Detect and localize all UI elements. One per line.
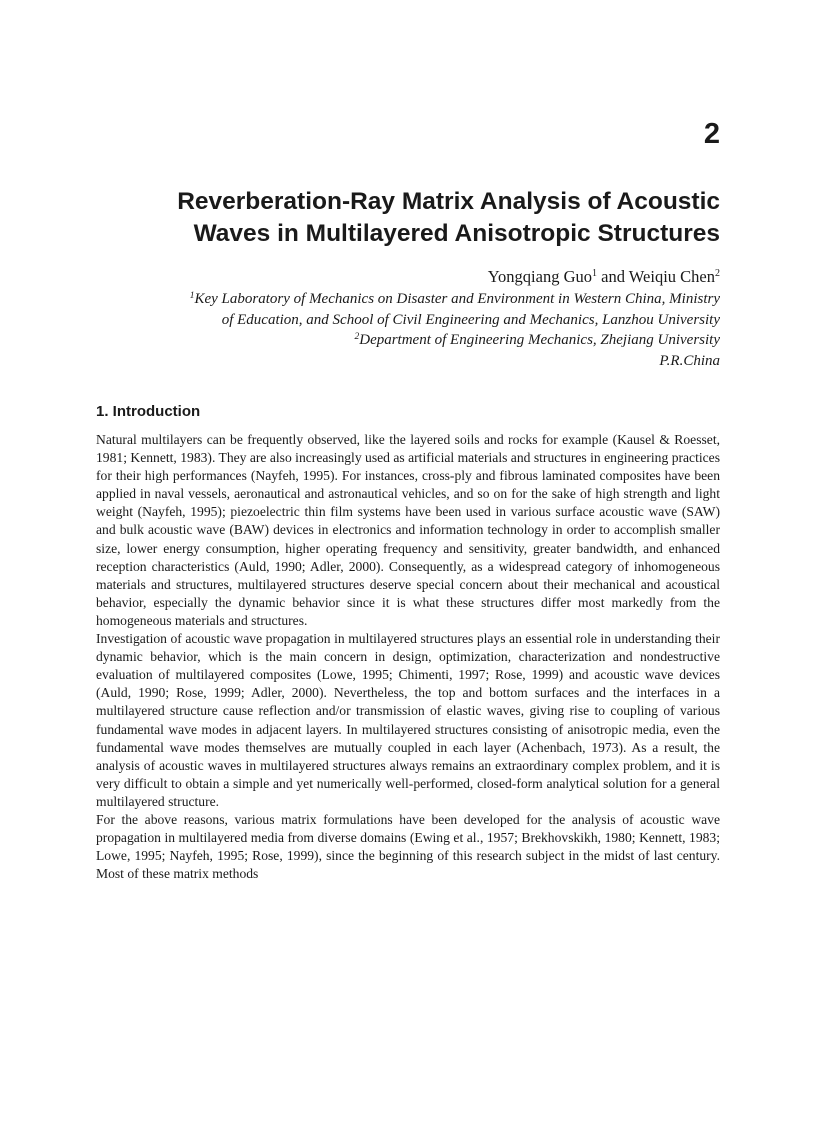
affiliations <box>80 289 720 371</box>
affiliation-country: P.R.China <box>659 352 720 369</box>
affiliation-1-mark: 1 <box>189 291 195 301</box>
affiliation-2-line <box>80 330 720 351</box>
chapter-number: 2 <box>703 118 720 150</box>
affiliation-1-line-1 <box>80 289 720 310</box>
author-line <box>488 266 720 288</box>
affiliation-1-text-1: Key Laboratory of Mechanics on Disaster and Environment in Western China, Ministry <box>194 291 720 307</box>
affiliation-1-line-2: of Education, and School of Civil Engineering and Mechanics, Lanzhou University <box>221 311 720 328</box>
author-connector: and <box>597 267 629 286</box>
chapter-title <box>96 186 720 250</box>
author-2-affiliation-mark: 2 <box>715 268 720 279</box>
chapter-title-line-1: Reverberation-Ray Matrix Analysis of Acoustic <box>177 188 720 215</box>
paragraph-3: For the above reasons, various matrix formulations have been developed for the analysis of acoustic wave propagation in multilayered media from diverse domains (Ewing et al., 1957; Brekhovskikh, 1980; Kennett, 1983; Lowe, 1995; Nayfeh, 1995; Rose, 1999), since the beginning of this research subject in the midst of last century. Most of these matrix methods <box>96 811 720 882</box>
affiliation-2-mark: 2 <box>354 332 360 342</box>
author-1-affiliation-mark: 1 <box>592 268 598 279</box>
section-heading: 1. Introduction <box>96 403 201 420</box>
paragraph-1: Natural multilayers can be frequently observed, like the layered soils and rocks for example (Kausel & Roesset, 1981; Kennett, 1983). They are also increasingly used as artificial materials and structures in engineering practices for their high performances (Nayfeh, 1995). For instances, cross-ply and fibrous laminated composites have been applied in naval vessels, aeronautical and astronautical vehicles, and so on for the sake of high strength and light weight (Nayfeh, 1995); piezoelectric thin film systems have been used in various surface acoustic wave (SAW) and bulk acoustic wave (BAW) devices in electronics and information technology in order to accomplish smaller size, lower energy consumption, higher operating frequency and sensitivity, greater bandwidth, and enhanced reception characteristics (Auld, 1990; Adler, 2000). Consequently, as a widespread category of inhomogeneous materials and structures, multilayered structures deserve special concern about their mechanical and acoustical behavior, especially the dynamic behavior since it is what these structures differ most markedly from the homogeneous materials and structures. <box>96 432 720 628</box>
paragraph-2: Investigation of acoustic wave propagation in multilayered structures plays an essential role in understanding their dynamic behavior, which is the main concern in design, optimization, characterization and nondestructive evaluation of multilayered composites (Lowe, 1995; Chimenti, 1997; Rose, 1999) and acoustic wave devices (Auld, 1990; Rose, 1999; Adler, 2000). Nevertheless, the top and bottom surfaces and the interfaces in a multilayered structure cause reflection and/or transmission of elastic waves, giving rise to coupling of various fundamental wave modes in adjacent layers. In multilayered structures consisting of anisotropic media, even the fundamental wave modes themselves are mutually coupled in each layer (Achenbach, 1973). As a result, the analysis of acoustic waves in multilayered structures always remains an extraordinary complex problem, and it is very difficult to obtain a simple and yet numerically well-performed, closed-form analytical solution for a general multilayered structure. <box>96 631 720 809</box>
affiliation-2-text: Department of Engineering Mechanics, Zhejiang University <box>359 332 720 348</box>
chapter-title-line-2: Waves in Multilayered Anisotropic Structures <box>193 220 720 247</box>
author-1-name: Yongqiang Guo <box>487 267 593 286</box>
author-2-name: Weiqiu Chen <box>628 267 715 286</box>
section-body <box>96 431 720 883</box>
